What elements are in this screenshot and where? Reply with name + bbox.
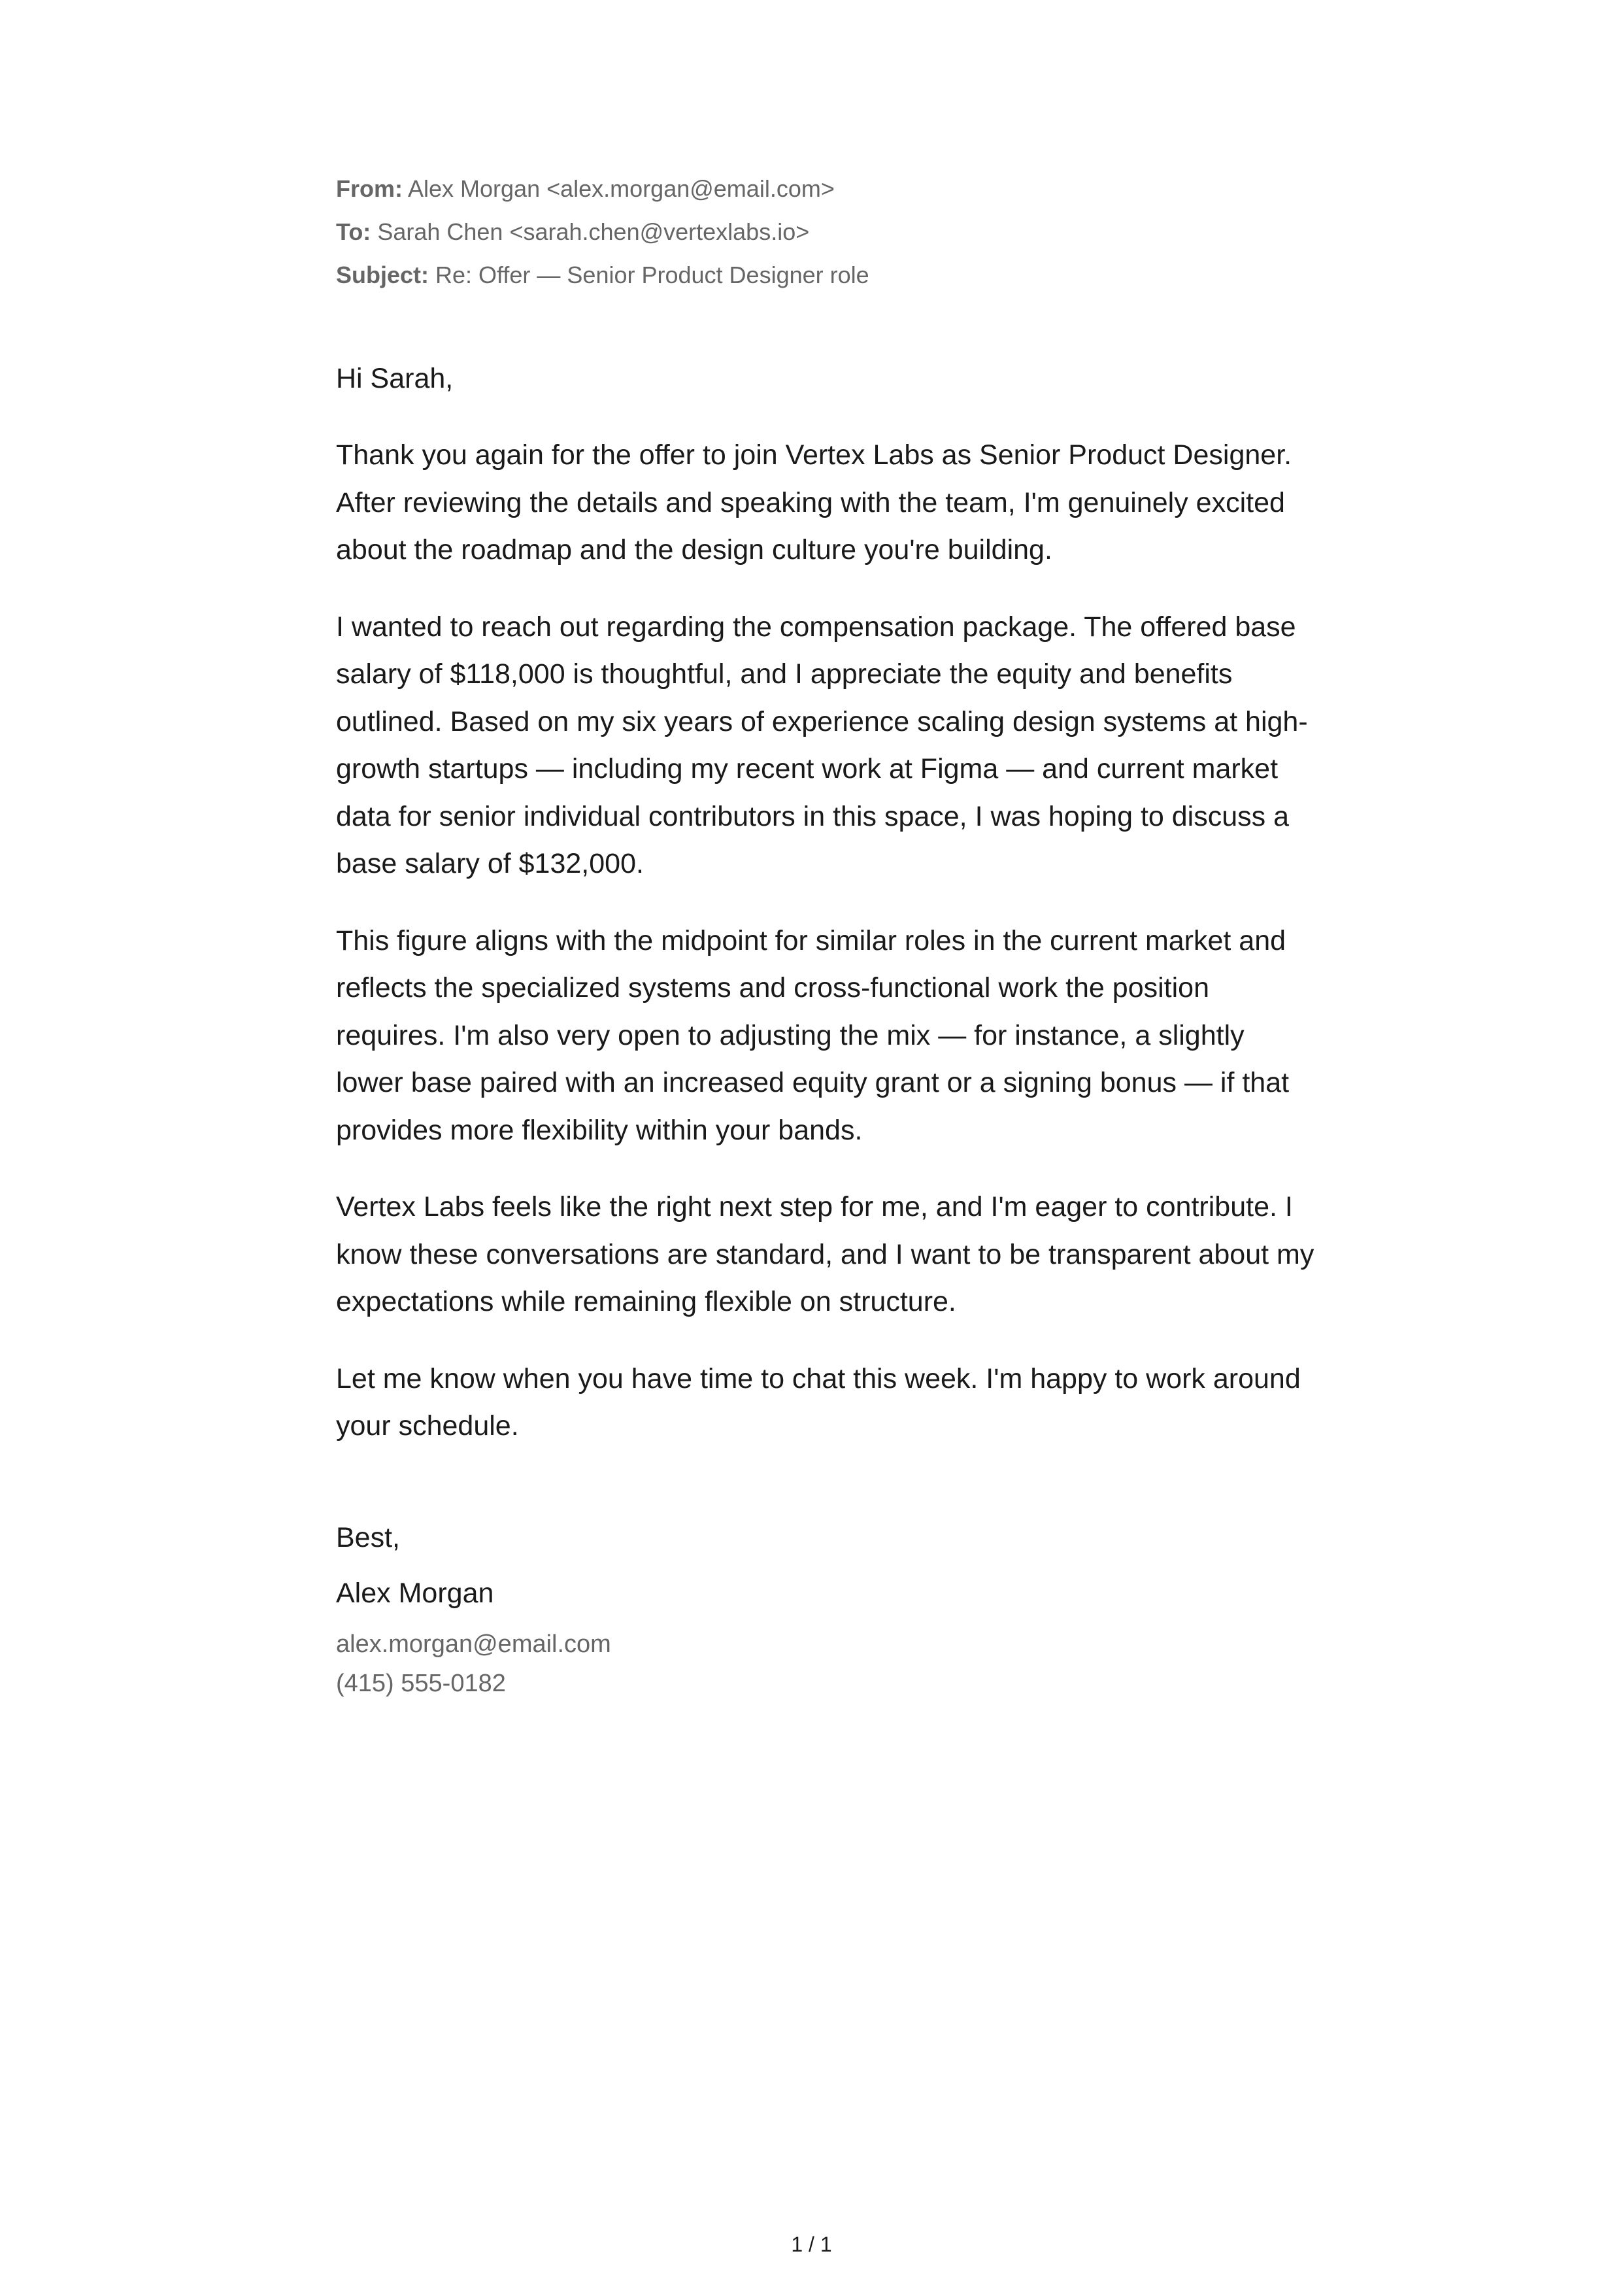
closing: Best, (336, 1521, 400, 1553)
paragraph-compensation: I wanted to reach out regarding the compensation package. The offered base salary of $118,000 is thoughtful, and I appreciate the equity and benefits outlined. Based on my six years of experience scaling design systems at high-growth startups — including my recent work at Figma — and current market data for senior individual contributors in this space, I was hoping to discuss a base salary of $132,000. (336, 611, 1308, 879)
to-line (336, 211, 1316, 254)
signature-email: alex.morgan@email.com (336, 1630, 611, 1658)
greeting: Hi Sarah, (336, 363, 454, 394)
paragraph-next-steps: Let me know when you have time to chat this week. I'm happy to work around your schedule. (336, 1362, 1301, 1442)
from-line (336, 167, 1316, 211)
subject-label: Subject: (336, 262, 429, 288)
signature-phone: (415) 555-0182 (336, 1669, 506, 1697)
subject-line (336, 254, 1316, 297)
subject-value: Re: Offer — Senior Product Designer role (435, 262, 869, 288)
to-value: Sarah Chen <sarah.chen@vertexlabs.io> (377, 218, 810, 245)
signature-name: Alex Morgan (336, 1577, 494, 1609)
paragraph-justification: This figure aligns with the midpoint for similar roles in the current market and reflects the specialized systems and cross-functional work the position requires. I'm also very open to adjusting the mix — for instance, a slightly lower base paired with an increased equity grant or a signing bonus — if that provides more flexibility within your bands. (336, 924, 1290, 1146)
paragraph-gratitude: Thank you again for the offer to join Vertex Labs as Senior Product Designer. After reviewing the details and speaking with the team, I'm genuinely excited about the roadmap and the design culture you're building. (336, 439, 1292, 566)
page-number: 1 / 1 (791, 2233, 832, 2256)
to-label: To: (336, 218, 371, 245)
from-label: From: (336, 175, 403, 202)
paragraph-commitment: Vertex Labs feels like the right next step for me, and I'm eager to contribute. I know these conversations are standard, and I want to be transparent about my expectations while remaining flexible on structure. (336, 1191, 1314, 1317)
from-value: Alex Morgan <alex.morgan@email.com> (408, 175, 835, 202)
email-content (336, 167, 1316, 1703)
